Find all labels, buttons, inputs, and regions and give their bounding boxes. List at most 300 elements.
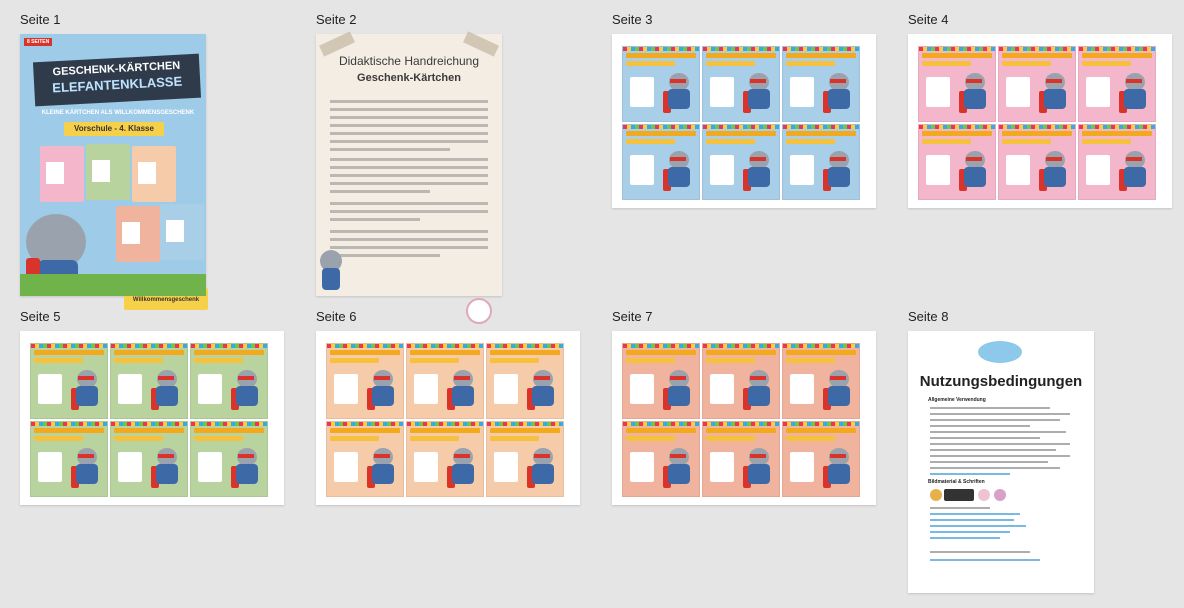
bunting-decoration — [999, 47, 1075, 51]
elephant-body-shape — [156, 464, 178, 484]
font-logo-icon — [930, 489, 942, 501]
greeting-card — [998, 46, 1076, 122]
card-subheading-banner — [410, 436, 459, 441]
elephant-hero-icon — [1039, 151, 1069, 193]
text-line — [330, 238, 488, 241]
page-label-3: Seite 3 — [612, 12, 653, 27]
card-heading-banner — [786, 428, 856, 433]
text-line — [930, 507, 990, 509]
greeting-card — [782, 46, 860, 122]
photo-window — [790, 374, 814, 404]
card-heading-banner — [1082, 131, 1152, 136]
page-thumbnail-5[interactable] — [20, 331, 284, 505]
text-line — [330, 210, 488, 213]
bunting-decoration — [191, 344, 267, 348]
text-line — [330, 148, 450, 151]
card-heading-banner — [786, 53, 856, 58]
photo-window — [710, 452, 734, 482]
elephant-hero-icon — [959, 73, 989, 115]
greeting-card — [30, 343, 108, 419]
photo-window — [790, 155, 814, 185]
elephant-hero-icon — [367, 448, 397, 490]
didactic-heading: Didaktische Handreichung — [338, 54, 480, 68]
elephant-body-shape — [964, 89, 986, 109]
page-thumbnail-2[interactable] — [316, 34, 502, 296]
bunting-decoration — [623, 125, 699, 129]
elephant-hero-icon — [823, 370, 853, 412]
text-line — [330, 166, 488, 169]
greeting-card — [622, 46, 700, 122]
card-subheading-banner — [786, 436, 835, 441]
text-line — [930, 437, 1040, 439]
bunting-decoration — [31, 344, 107, 348]
elephant-body-shape — [76, 386, 98, 406]
mask-shape — [670, 79, 686, 83]
text-line — [330, 124, 488, 127]
elephant-hero-icon — [663, 151, 693, 193]
bunting-decoration — [919, 47, 995, 51]
card-heading-banner — [626, 53, 696, 58]
page-thumbnail-1[interactable] — [20, 34, 206, 303]
card-heading-banner — [194, 350, 264, 355]
brand-logo-icon — [978, 341, 1022, 363]
brand-logo-icon — [466, 298, 492, 324]
photo-window — [198, 452, 222, 482]
elephant-body-shape — [1124, 89, 1146, 109]
photo-window — [38, 452, 62, 482]
photo-window — [414, 452, 438, 482]
elephant-body-shape — [1044, 89, 1066, 109]
card-subheading-banner — [1082, 139, 1131, 144]
card-heading-banner — [706, 350, 776, 355]
elephant-body-shape — [748, 386, 770, 406]
bunting-decoration — [487, 422, 563, 426]
card-heading-banner — [330, 350, 400, 355]
text-line — [930, 419, 1060, 421]
elephant-body-shape — [748, 464, 770, 484]
bunting-decoration — [111, 422, 187, 426]
elephant-body-shape — [452, 464, 474, 484]
text-line — [930, 431, 1066, 433]
mask-shape — [454, 454, 470, 458]
card-heading-banner — [410, 350, 480, 355]
bunting-decoration — [703, 47, 779, 51]
mask-shape — [750, 376, 766, 380]
card-heading-banner — [786, 350, 856, 355]
card-subheading-banner — [706, 358, 755, 363]
elephant-hero-icon — [663, 370, 693, 412]
cover-title-line2: ELEFANTENKLASSE — [51, 73, 183, 96]
bunting-decoration — [1079, 47, 1155, 51]
link-line[interactable] — [930, 513, 1020, 515]
elephant-hero-icon — [663, 448, 693, 490]
text-line — [930, 461, 1048, 463]
page-label-1: Seite 1 — [20, 12, 61, 27]
greeting-card — [326, 421, 404, 497]
bunting-decoration — [31, 422, 107, 426]
greeting-card — [702, 124, 780, 200]
photo-window — [630, 452, 654, 482]
elephant-hero-icon — [823, 151, 853, 193]
elephant-hero-icon — [743, 448, 773, 490]
font-logo-icon — [994, 489, 1006, 501]
bunting-decoration — [191, 422, 267, 426]
card-subheading-banner — [922, 139, 971, 144]
card-heading-banner — [922, 53, 992, 58]
link-line[interactable] — [930, 525, 1026, 527]
card-subheading-banner — [330, 358, 379, 363]
photo-window — [790, 77, 814, 107]
mask-shape — [750, 157, 766, 161]
link-line[interactable] — [930, 519, 1014, 521]
text-line — [930, 551, 1030, 553]
text-line — [330, 182, 488, 185]
elephant-body-shape — [748, 167, 770, 187]
text-line — [330, 116, 488, 119]
card-heading-banner — [330, 428, 400, 433]
greeting-card — [110, 343, 188, 419]
page-label-7: Seite 7 — [612, 309, 653, 324]
photo-window — [710, 374, 734, 404]
photo-window — [334, 452, 358, 482]
greeting-card — [406, 343, 484, 419]
card-subheading-banner — [34, 358, 83, 363]
elephant-body-shape — [828, 464, 850, 484]
elephant-body-shape — [532, 386, 554, 406]
photo-window — [630, 374, 654, 404]
card-subheading-banner — [1082, 61, 1131, 66]
card-heading-banner — [706, 131, 776, 136]
mask-shape — [830, 79, 846, 83]
mask-shape — [830, 157, 846, 161]
text-line — [330, 132, 488, 135]
card-heading-banner — [114, 350, 184, 355]
card-heading-banner — [626, 350, 696, 355]
photo-window — [38, 374, 62, 404]
text-line — [930, 467, 1060, 469]
photo-window — [710, 155, 734, 185]
elephant-body-shape — [668, 464, 690, 484]
bunting-decoration — [327, 422, 403, 426]
greeting-card — [782, 343, 860, 419]
greeting-card — [1078, 46, 1156, 122]
greeting-card — [190, 343, 268, 419]
greeting-card — [918, 46, 996, 122]
photo-window — [926, 155, 950, 185]
greeting-card — [1078, 124, 1156, 200]
card-subheading-banner — [114, 436, 163, 441]
elephant-body-shape — [372, 386, 394, 406]
greeting-card — [110, 421, 188, 497]
page-count-badge: 8 SEITEN — [24, 38, 52, 46]
mask-shape — [534, 376, 550, 380]
photo-window — [118, 452, 142, 482]
photo-window — [790, 452, 814, 482]
mask-shape — [78, 454, 94, 458]
font-logo-icon — [978, 489, 990, 501]
card-subheading-banner — [626, 61, 675, 66]
card-subheading-banner — [194, 358, 243, 363]
terms-section-heading: Allgemeine Verwendung — [928, 397, 986, 403]
elephant-hero-icon — [743, 73, 773, 115]
elephant-hero-icon — [743, 370, 773, 412]
bunting-decoration — [111, 344, 187, 348]
card-heading-banner — [706, 428, 776, 433]
bunting-decoration — [623, 422, 699, 426]
tape-decoration — [319, 31, 355, 56]
bunting-decoration — [999, 125, 1075, 129]
cover-grade-label: Vorschule - 4. Klasse — [64, 122, 164, 136]
page-label-5: Seite 5 — [20, 309, 61, 324]
text-line — [330, 230, 488, 233]
mask-shape — [966, 79, 982, 83]
card-subheading-banner — [786, 61, 835, 66]
link-line[interactable] — [930, 473, 1010, 475]
elephant-hero-icon — [1039, 73, 1069, 115]
card-heading-banner — [34, 350, 104, 355]
mask-shape — [830, 376, 846, 380]
card-subheading-banner — [706, 436, 755, 441]
bunting-decoration — [783, 344, 859, 348]
mask-shape — [670, 454, 686, 458]
text-line — [330, 140, 488, 143]
mask-shape — [670, 376, 686, 380]
text-line — [930, 449, 1056, 451]
greeting-card — [918, 124, 996, 200]
greeting-card — [702, 421, 780, 497]
greeting-card — [190, 421, 268, 497]
elephant-hero-icon — [959, 151, 989, 193]
elephant-hero-icon — [743, 151, 773, 193]
elephant-hero-icon — [71, 370, 101, 412]
mascot-body — [322, 268, 340, 290]
text-line — [330, 190, 430, 193]
mask-shape — [830, 454, 846, 458]
page-label-8: Seite 8 — [908, 309, 949, 324]
elephant-body-shape — [828, 167, 850, 187]
bunting-decoration — [783, 125, 859, 129]
didactic-subheading: Geschenk-Kärtchen — [357, 72, 461, 84]
terms-title: Nutzungsbedingungen — [919, 373, 1083, 390]
card-subheading-banner — [706, 139, 755, 144]
preview-card — [116, 206, 160, 262]
bunting-decoration — [703, 125, 779, 129]
card-subheading-banner — [1002, 139, 1051, 144]
cover-title-banner — [33, 54, 201, 107]
photo-window — [630, 155, 654, 185]
cover-tag-label: Willkommensgeschenk — [124, 288, 208, 310]
page-label-2: Seite 2 — [316, 12, 357, 27]
page-thumbnail-8[interactable] — [908, 331, 1094, 593]
greeting-card — [782, 124, 860, 200]
greeting-card — [782, 421, 860, 497]
card-heading-banner — [922, 131, 992, 136]
link-line[interactable] — [930, 531, 1010, 533]
greeting-card — [622, 343, 700, 419]
elephant-body-shape — [668, 386, 690, 406]
card-subheading-banner — [626, 139, 675, 144]
card-heading-banner — [1002, 53, 1072, 58]
elephant-hero-icon — [231, 448, 261, 490]
greeting-card — [326, 343, 404, 419]
preview-card — [86, 144, 130, 200]
greeting-card — [998, 124, 1076, 200]
mask-shape — [1126, 157, 1142, 161]
greeting-card — [702, 343, 780, 419]
card-subheading-banner — [786, 139, 835, 144]
bunting-decoration — [703, 344, 779, 348]
preview-card — [160, 204, 204, 260]
mask-shape — [750, 79, 766, 83]
elephant-body-shape — [372, 464, 394, 484]
text-line — [930, 413, 1070, 415]
card-subheading-banner — [34, 436, 83, 441]
card-heading-banner — [34, 428, 104, 433]
greeting-card — [622, 124, 700, 200]
card-subheading-banner — [490, 436, 539, 441]
photo-window — [710, 77, 734, 107]
mask-shape — [374, 376, 390, 380]
elephant-hero-icon — [447, 448, 477, 490]
card-subheading-banner — [1002, 61, 1051, 66]
card-heading-banner — [490, 350, 560, 355]
elephant-hero-icon — [823, 448, 853, 490]
card-subheading-banner — [330, 436, 379, 441]
cover-title-line1: GESCHENK-KÄRTCHEN — [52, 59, 181, 79]
elephant-body-shape — [964, 167, 986, 187]
text-line — [330, 158, 488, 161]
elephant-body-shape — [668, 167, 690, 187]
photo-window — [198, 374, 222, 404]
elephant-body-shape — [532, 464, 554, 484]
text-line — [330, 100, 488, 103]
preview-card — [132, 146, 176, 202]
page-thumbnail-7[interactable] — [612, 331, 876, 505]
mask-shape — [238, 454, 254, 458]
mask-shape — [670, 157, 686, 161]
card-subheading-banner — [626, 436, 675, 441]
bunting-decoration — [783, 47, 859, 51]
bunting-decoration — [623, 47, 699, 51]
text-line — [330, 202, 488, 205]
elephant-hero-icon — [527, 370, 557, 412]
photo-window — [630, 77, 654, 107]
elephant-body-shape — [1044, 167, 1066, 187]
bunting-decoration — [487, 344, 563, 348]
card-heading-banner — [706, 53, 776, 58]
elephant-hero-icon — [151, 370, 181, 412]
mask-shape — [1126, 79, 1142, 83]
photo-window — [1006, 155, 1030, 185]
card-heading-banner — [1082, 53, 1152, 58]
card-heading-banner — [626, 131, 696, 136]
elephant-body-shape — [828, 386, 850, 406]
card-heading-banner — [490, 428, 560, 433]
card-subheading-banner — [922, 61, 971, 66]
font-logo-icon — [944, 489, 974, 501]
link-line[interactable] — [930, 559, 1040, 561]
cover-subtitle: KLEINE KÄRTCHEN ALS WILLKOMMENSGESCHENK — [41, 110, 195, 116]
elephant-body-shape — [828, 89, 850, 109]
bunting-decoration — [919, 125, 995, 129]
mask-shape — [374, 454, 390, 458]
text-line — [330, 246, 488, 249]
mask-shape — [238, 376, 254, 380]
bunting-decoration — [1079, 125, 1155, 129]
text-line — [930, 443, 1070, 445]
elephant-body-shape — [76, 464, 98, 484]
page-thumbnail-3[interactable] — [612, 34, 876, 208]
elephant-hero-icon — [231, 370, 261, 412]
photo-window — [1086, 155, 1110, 185]
elephant-body-shape — [452, 386, 474, 406]
bunting-decoration — [407, 344, 483, 348]
photo-window — [1006, 77, 1030, 107]
elephant-hero-icon — [447, 370, 477, 412]
elephant-hero-icon — [527, 448, 557, 490]
bunting-decoration — [407, 422, 483, 426]
photo-window — [926, 77, 950, 107]
photo-window — [334, 374, 358, 404]
text-line — [930, 455, 1070, 457]
bunting-decoration — [783, 422, 859, 426]
mask-shape — [158, 376, 174, 380]
bunting-decoration — [623, 344, 699, 348]
card-subheading-banner — [114, 358, 163, 363]
elephant-hero-icon — [1119, 73, 1149, 115]
preview-card — [40, 146, 84, 202]
elephant-hero-icon — [367, 370, 397, 412]
card-subheading-banner — [410, 358, 459, 363]
mask-shape — [750, 454, 766, 458]
elephant-hero-icon — [151, 448, 181, 490]
elephant-hero-icon — [71, 448, 101, 490]
elephant-hero-icon — [663, 73, 693, 115]
page-thumbnail-4[interactable] — [908, 34, 1172, 208]
text-line — [930, 425, 1030, 427]
elephant-body-shape — [156, 386, 178, 406]
greeting-card — [486, 343, 564, 419]
greeting-card — [406, 421, 484, 497]
mask-shape — [1046, 79, 1062, 83]
elephant-hero-icon — [1119, 151, 1149, 193]
photo-window — [414, 374, 438, 404]
elephant-body-shape — [236, 386, 258, 406]
card-subheading-banner — [490, 358, 539, 363]
bunting-decoration — [327, 344, 403, 348]
mask-shape — [158, 454, 174, 458]
card-subheading-banner — [786, 358, 835, 363]
elephant-body-shape — [748, 89, 770, 109]
elephant-body-shape — [1124, 167, 1146, 187]
link-line[interactable] — [930, 537, 1000, 539]
photo-window — [494, 374, 518, 404]
card-heading-banner — [786, 131, 856, 136]
tape-decoration — [463, 31, 499, 56]
mask-shape — [78, 376, 94, 380]
page-label-4: Seite 4 — [908, 12, 949, 27]
greeting-card — [486, 421, 564, 497]
terms-section-heading: Bildmaterial & Schriften — [928, 479, 985, 485]
photo-window — [1086, 77, 1110, 107]
mask-shape — [534, 454, 550, 458]
page-thumbnail-6[interactable] — [316, 331, 580, 505]
card-subheading-banner — [194, 436, 243, 441]
elephant-hero-icon — [823, 73, 853, 115]
elephant-body-shape — [236, 464, 258, 484]
mask-shape — [454, 376, 470, 380]
card-heading-banner — [626, 428, 696, 433]
